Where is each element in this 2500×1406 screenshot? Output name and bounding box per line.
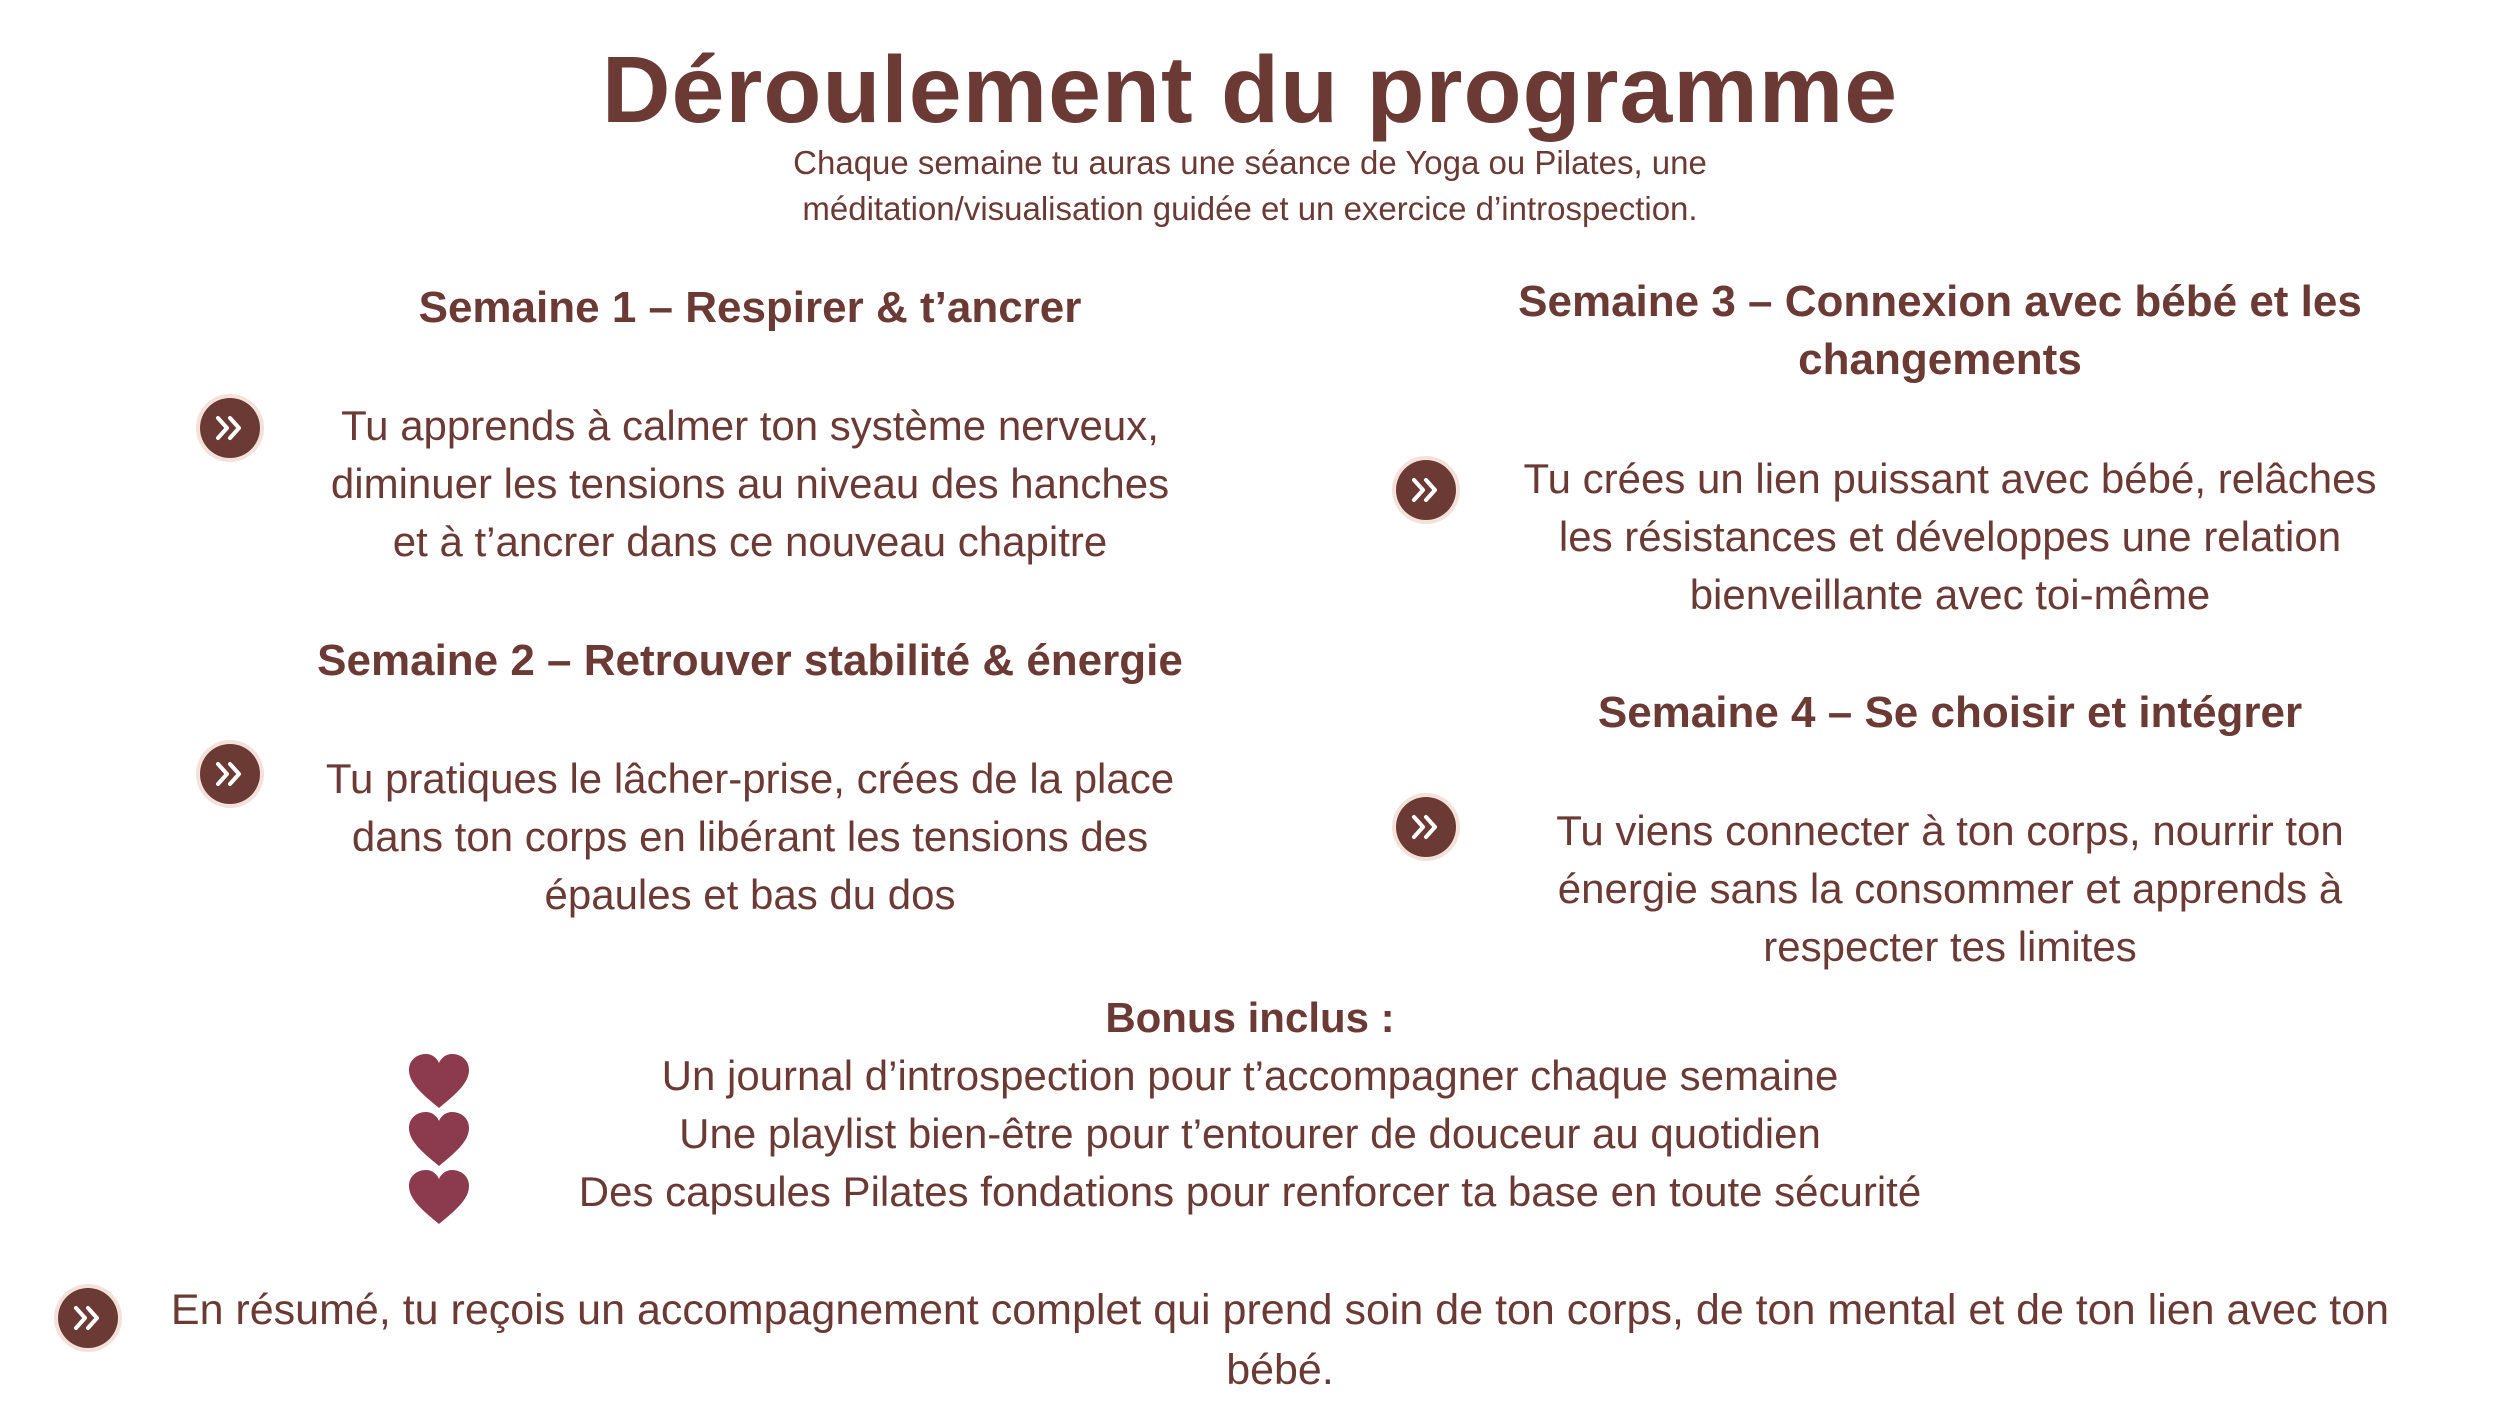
description-line: Tu pratiques le lâcher-prise, crées de la place <box>325 755 1175 802</box>
description-line: Tu apprends à calmer ton système nerveux, <box>341 402 1159 449</box>
double-chevron-right-icon <box>1396 460 1456 520</box>
subtitle-line: méditation/visualisation guidée et un exercice d’introspection. <box>802 190 1698 227</box>
week-1-title: Semaine 1 – Respirer & t’ancrer <box>418 283 1082 332</box>
week-3-description <box>1450 450 2450 624</box>
description-line: diminuer les tensions au niveau des hanches <box>330 460 1170 507</box>
description-line: dans ton corps en libérant les tensions des <box>351 813 1149 860</box>
description-line: et à t’ancrer dans ce nouveau chapitre <box>392 518 1108 565</box>
description-line: les résistances et développes une relation <box>1558 513 2342 560</box>
summary-line: En résumé, tu reçois un accompagnement complet qui prend soin de ton corps, de ton mental et de ton lien avec ton <box>170 1286 2390 1334</box>
description-line: épaules et bas du dos <box>544 871 956 918</box>
bonus-title: Bonus inclus : <box>1105 994 1395 1041</box>
double-chevron-right-icon <box>58 1288 118 1348</box>
description-line: Tu crées un lien puissant avec bébé, relâches <box>1523 455 2377 502</box>
page-title: Déroulement du programme <box>601 37 1899 143</box>
description-line: Tu viens connecter à ton corps, nourrir ton <box>1556 807 2344 854</box>
page-subtitle <box>600 140 1900 232</box>
bonus-item: Une playlist bien-être pour t’entourer de douceur au quotidien <box>679 1110 1821 1157</box>
week-2-title: Semaine 2 – Retrouver stabilité & énergie <box>317 636 1183 685</box>
week-4-description <box>1450 802 2450 976</box>
title-line: Semaine 3 – Connexion avec bébé et les <box>1518 277 2362 326</box>
bonus-item: Des capsules Pilates fondations pour renforcer ta base en toute sécurité <box>578 1168 1922 1215</box>
week-1-description <box>250 397 1250 571</box>
week-4-title: Semaine 4 – Se choisir et intégrer <box>1597 688 2303 737</box>
week-2-description <box>250 750 1250 924</box>
bonus-item: Un journal d’introspection pour t’accompagner chaque semaine <box>661 1052 1839 1099</box>
week-3-title <box>1440 273 2440 389</box>
title-line: changements <box>1798 335 2082 384</box>
description-line: respecter tes limites <box>1763 923 2137 970</box>
summary-text <box>125 1280 2435 1400</box>
description-line: bienveillante avec toi-même <box>1689 571 2211 618</box>
summary-line: bébé. <box>1226 1346 1334 1394</box>
subtitle-line: Chaque semaine tu auras une séance de Yoga ou Pilates, une <box>793 144 1707 181</box>
double-chevron-right-icon <box>1396 797 1456 857</box>
description-line: énergie sans la consommer et apprends à <box>1557 865 2343 912</box>
